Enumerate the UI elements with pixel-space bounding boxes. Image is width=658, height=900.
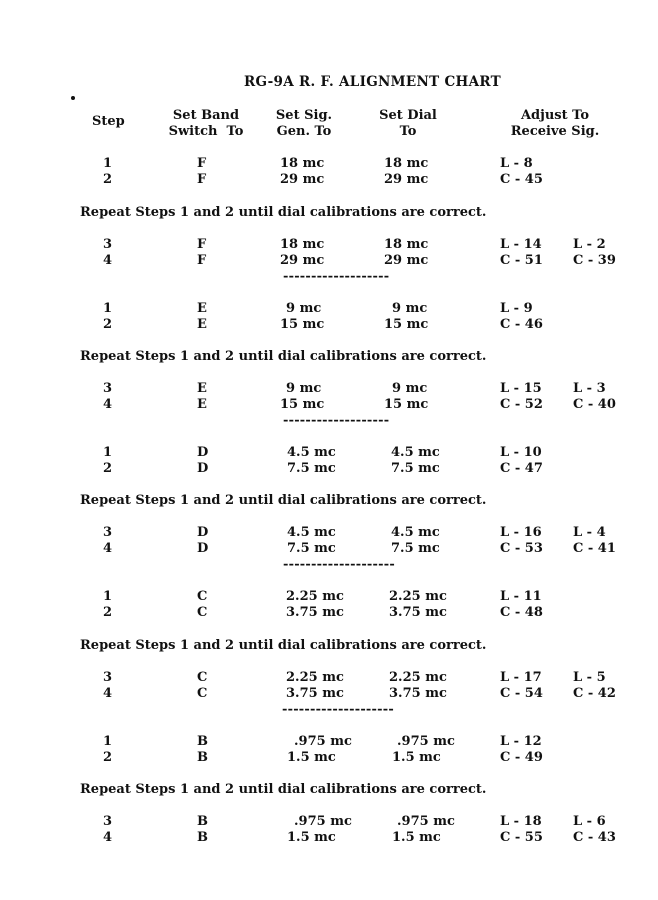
adjust-secondary-cell: C - 42 (573, 686, 616, 701)
gen-cell: 2.25 mc (286, 670, 344, 685)
step-cell: 1 (103, 589, 113, 604)
gen-cell: 7.5 mc (287, 461, 336, 476)
dial-cell: .975 mc (397, 734, 455, 749)
table-row (0, 253, 658, 269)
table-row (0, 589, 658, 605)
header-adjust (502, 108, 608, 140)
band-cell: F (197, 237, 207, 252)
step-cell: 4 (103, 541, 113, 556)
band-cell: C (197, 589, 208, 604)
step-cell: 3 (103, 381, 113, 396)
band-cell: C (197, 605, 208, 620)
table-row (0, 301, 658, 317)
adjust-cell: L - 8 (500, 156, 533, 171)
dial-cell: 1.5 mc (392, 830, 441, 845)
repeat-note: Repeat Steps 1 and 2 until dial calibrations are correct. (80, 638, 487, 653)
stray-dot-mark (71, 96, 75, 100)
table-row (0, 461, 658, 477)
table-row (0, 525, 658, 541)
dial-cell: 4.5 mc (391, 445, 440, 460)
adjust-cell: L - 18 (500, 814, 542, 829)
header-gen (272, 108, 336, 140)
table-row (0, 605, 658, 621)
table-row (0, 381, 658, 397)
dial-cell: 7.5 mc (391, 461, 440, 476)
adjust-cell: L - 16 (500, 525, 542, 540)
table-row (0, 541, 658, 557)
gen-cell: 15 mc (280, 397, 325, 412)
dial-cell: 3.75 mc (389, 686, 447, 701)
repeat-note: Repeat Steps 1 and 2 until dial calibrations are correct. (80, 205, 487, 220)
dial-cell: 18 mc (384, 237, 429, 252)
gen-cell: .975 mc (294, 734, 352, 749)
step-cell: 4 (103, 686, 113, 701)
band-cell: B (197, 814, 208, 829)
table-row (0, 670, 658, 686)
header-band (166, 108, 246, 140)
header-dial-line1: Set Dial (379, 108, 437, 123)
band-cell: C (197, 686, 208, 701)
header-gen-line1: Set Sig. (275, 108, 333, 123)
adjust-secondary-cell: C - 41 (573, 541, 616, 556)
gen-cell: 2.25 mc (286, 589, 344, 604)
dial-cell: 9 mc (392, 301, 428, 316)
dial-cell: 18 mc (384, 156, 429, 171)
adjust-cell: C - 49 (500, 750, 543, 765)
header-dial (376, 108, 440, 140)
step-cell: 1 (103, 445, 113, 460)
table-row (0, 156, 658, 172)
dial-cell: 29 mc (384, 253, 429, 268)
step-cell: 4 (103, 253, 113, 268)
adjust-secondary-cell: C - 39 (573, 253, 616, 268)
dial-cell: 29 mc (384, 172, 429, 187)
header-adjust-line2: Receive Sig. (510, 124, 600, 139)
adjust-secondary-cell: L - 4 (573, 525, 606, 540)
table-row (0, 172, 658, 188)
step-cell: 3 (103, 670, 113, 685)
header-gen-line2: Gen. To (276, 124, 332, 139)
header-band-line1: Set Band (172, 108, 240, 123)
step-cell: 2 (103, 461, 113, 476)
band-cell: F (197, 172, 207, 187)
header-band-line2: Switch To (168, 124, 244, 139)
adjust-cell: C - 52 (500, 397, 543, 412)
header-step: Step (92, 114, 125, 129)
gen-cell: 15 mc (280, 317, 325, 332)
gen-cell: 4.5 mc (287, 445, 336, 460)
adjust-secondary-cell: L - 6 (573, 814, 606, 829)
adjust-secondary-cell: L - 2 (573, 237, 606, 252)
dial-cell: 2.25 mc (389, 589, 447, 604)
dial-cell: 4.5 mc (391, 525, 440, 540)
band-cell: F (197, 253, 207, 268)
adjust-cell: C - 47 (500, 461, 543, 476)
gen-cell: 1.5 mc (287, 750, 336, 765)
step-cell: 4 (103, 397, 113, 412)
adjust-cell: L - 14 (500, 237, 542, 252)
adjust-cell: L - 9 (500, 301, 533, 316)
step-cell: 1 (103, 734, 113, 749)
repeat-note: Repeat Steps 1 and 2 until dial calibrations are correct. (80, 349, 487, 364)
band-cell: C (197, 670, 208, 685)
table-row (0, 734, 658, 750)
step-cell: 2 (103, 317, 113, 332)
section-separator: ------------------- (283, 269, 390, 284)
adjust-secondary-cell: C - 43 (573, 830, 616, 845)
gen-cell: 18 mc (280, 156, 325, 171)
gen-cell: 29 mc (280, 253, 325, 268)
section-separator: -------------------- (283, 557, 395, 572)
gen-cell: 7.5 mc (287, 541, 336, 556)
gen-cell: 3.75 mc (286, 686, 344, 701)
adjust-cell: C - 48 (500, 605, 543, 620)
gen-cell: .975 mc (294, 814, 352, 829)
dial-cell: 15 mc (384, 317, 429, 332)
adjust-cell: C - 55 (500, 830, 543, 845)
step-cell: 3 (103, 525, 113, 540)
band-cell: B (197, 734, 208, 749)
dial-cell: .975 mc (397, 814, 455, 829)
adjust-cell: C - 45 (500, 172, 543, 187)
step-cell: 2 (103, 172, 113, 187)
step-cell: 2 (103, 750, 113, 765)
gen-cell: 9 mc (286, 301, 322, 316)
table-row (0, 830, 658, 846)
table-row (0, 445, 658, 461)
section-separator: -------------------- (282, 702, 394, 717)
band-cell: D (197, 461, 209, 476)
table-row (0, 686, 658, 702)
step-cell: 1 (103, 156, 113, 171)
band-cell: E (197, 397, 207, 412)
dial-cell: 15 mc (384, 397, 429, 412)
adjust-secondary-cell: C - 40 (573, 397, 616, 412)
adjust-cell: C - 54 (500, 686, 543, 701)
step-cell: 1 (103, 301, 113, 316)
adjust-secondary-cell: L - 3 (573, 381, 606, 396)
band-cell: E (197, 381, 207, 396)
step-cell: 3 (103, 814, 113, 829)
adjust-cell: L - 10 (500, 445, 542, 460)
table-row (0, 814, 658, 830)
band-cell: E (197, 301, 207, 316)
step-cell: 2 (103, 605, 113, 620)
band-cell: F (197, 156, 207, 171)
gen-cell: 9 mc (286, 381, 322, 396)
band-cell: D (197, 541, 209, 556)
dial-cell: 2.25 mc (389, 670, 447, 685)
adjust-cell: L - 15 (500, 381, 542, 396)
adjust-cell: C - 51 (500, 253, 543, 268)
band-cell: D (197, 445, 209, 460)
gen-cell: 18 mc (280, 237, 325, 252)
band-cell: B (197, 830, 208, 845)
gen-cell: 1.5 mc (287, 830, 336, 845)
gen-cell: 29 mc (280, 172, 325, 187)
dial-cell: 7.5 mc (391, 541, 440, 556)
header-dial-line2: To (399, 124, 417, 139)
section-separator: ------------------- (283, 413, 390, 428)
adjust-cell: C - 53 (500, 541, 543, 556)
dial-cell: 1.5 mc (392, 750, 441, 765)
band-cell: B (197, 750, 208, 765)
header-adjust-line1: Adjust To (520, 108, 590, 123)
adjust-cell: L - 12 (500, 734, 542, 749)
adjust-cell: L - 17 (500, 670, 542, 685)
step-cell: 3 (103, 237, 113, 252)
adjust-cell: L - 11 (500, 589, 542, 604)
band-cell: D (197, 525, 209, 540)
step-cell: 4 (103, 830, 113, 845)
table-row (0, 750, 658, 766)
table-row (0, 317, 658, 333)
table-row (0, 237, 658, 253)
gen-cell: 4.5 mc (287, 525, 336, 540)
table-row (0, 397, 658, 413)
repeat-note: Repeat Steps 1 and 2 until dial calibrations are correct. (80, 493, 487, 508)
page-title: RG-9A R. F. ALIGNMENT CHART (244, 74, 501, 90)
dial-cell: 9 mc (392, 381, 428, 396)
band-cell: E (197, 317, 207, 332)
repeat-note: Repeat Steps 1 and 2 until dial calibrations are correct. (80, 782, 487, 797)
adjust-secondary-cell: L - 5 (573, 670, 606, 685)
dial-cell: 3.75 mc (389, 605, 447, 620)
adjust-cell: C - 46 (500, 317, 543, 332)
gen-cell: 3.75 mc (286, 605, 344, 620)
